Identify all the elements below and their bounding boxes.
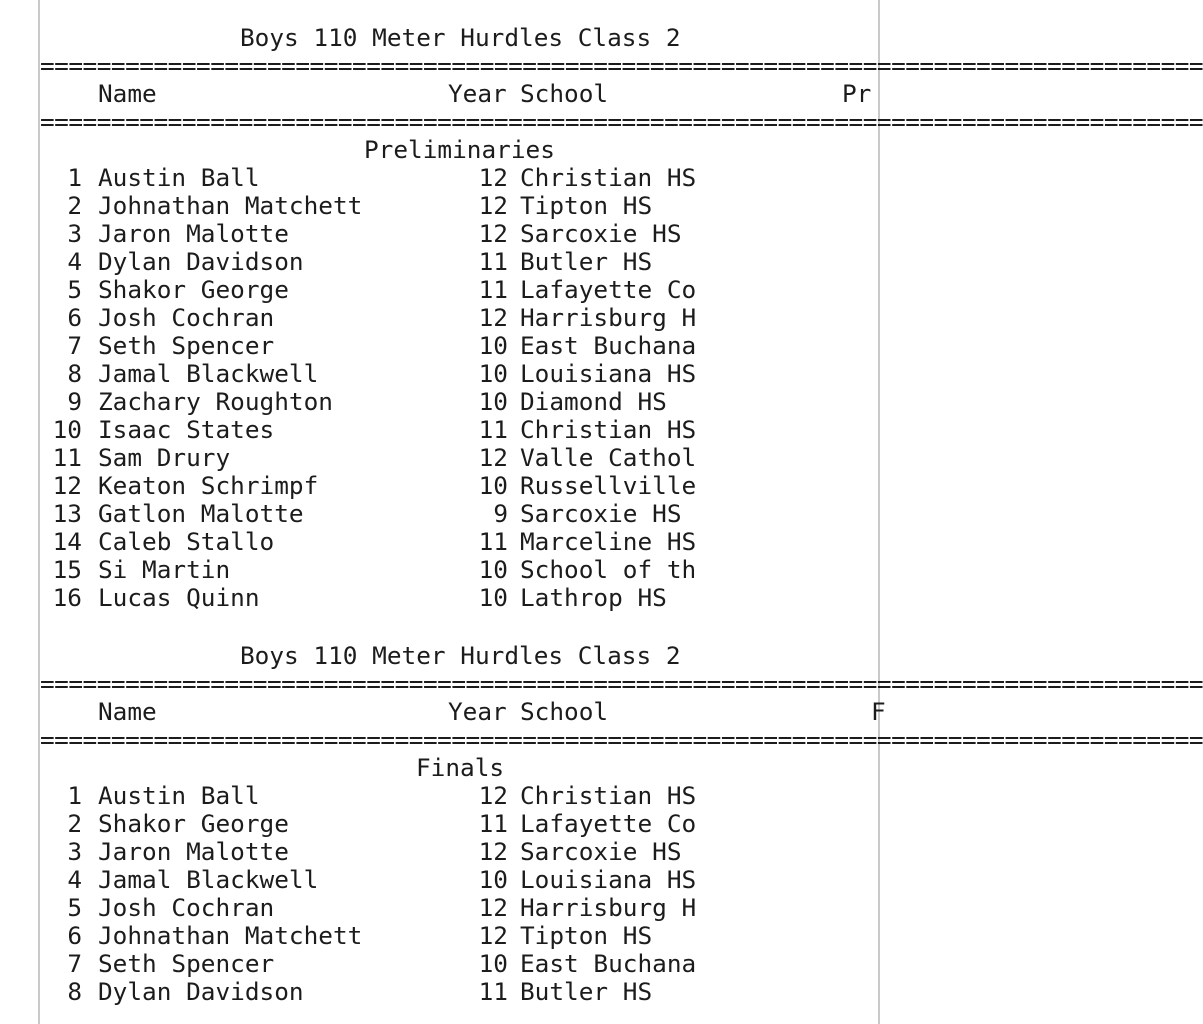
athlete-name: Jamal Blackwell — [98, 865, 319, 894]
year-cell: 9 — [493, 499, 508, 528]
year-cell: 12 — [478, 219, 508, 248]
athlete-name: Jaron Malotte — [98, 219, 289, 248]
year-cell: 11 — [478, 275, 508, 304]
place-cell: 9 — [67, 387, 82, 416]
result-row — [40, 360, 878, 388]
place-cell: 7 — [67, 949, 82, 978]
header-separator-bottom: ================================================================================== — [40, 107, 1203, 136]
place-cell: 1 — [67, 163, 82, 192]
column-header-year: Year — [448, 79, 507, 108]
place-cell: 4 — [67, 865, 82, 894]
column-header-prelim-time: Pr — [842, 79, 872, 108]
school-cell: Christian HS — [520, 415, 697, 444]
athlete-name: Gatlon Malotte — [98, 499, 304, 528]
athlete-name: Johnathan Matchett — [98, 921, 363, 950]
result-row — [40, 304, 878, 332]
year-cell: 12 — [478, 837, 508, 866]
place-cell: 4 — [67, 247, 82, 276]
school-cell: Lathrop HS — [520, 583, 667, 612]
school-cell: Butler HS — [520, 977, 653, 1006]
result-row — [40, 556, 878, 584]
athlete-name: Sam Drury — [98, 443, 231, 472]
athlete-name: Jamal Blackwell — [98, 359, 319, 388]
athlete-name: Dylan Davidson — [98, 977, 304, 1006]
year-cell: 10 — [478, 359, 508, 388]
school-cell: School of th — [520, 555, 697, 584]
place-cell: 2 — [67, 809, 82, 838]
result-row — [40, 192, 878, 220]
result-row — [40, 894, 878, 922]
header-separator-top: ================================================================================== — [40, 51, 1203, 80]
result-row — [40, 500, 878, 528]
place-cell: 5 — [67, 275, 82, 304]
school-cell: Sarcoxie HS — [520, 837, 682, 866]
place-cell: 3 — [67, 837, 82, 866]
school-cell: Lafayette Co — [520, 809, 697, 838]
athlete-name: Shakor George — [98, 809, 289, 838]
year-cell: 11 — [478, 977, 508, 1006]
school-cell: East Buchana — [520, 949, 697, 978]
school-cell: Valle Cathol — [520, 443, 697, 472]
athlete-name: Seth Spencer — [98, 949, 275, 978]
place-cell: 3 — [67, 219, 82, 248]
year-cell: 12 — [478, 781, 508, 810]
result-row — [40, 838, 878, 866]
athlete-name: Jaron Malotte — [98, 837, 289, 866]
result-row — [40, 220, 878, 248]
event-title: Boys 110 Meter Hurdles Class 2 — [240, 23, 681, 52]
athlete-name: Austin Ball — [98, 163, 260, 192]
athlete-name: Si Martin — [98, 555, 231, 584]
athlete-name: Seth Spencer — [98, 331, 275, 360]
header-separator-bottom-finals: ================================================================================== — [40, 725, 1203, 754]
result-row — [40, 416, 878, 444]
result-row — [40, 782, 878, 810]
place-cell: 1 — [67, 781, 82, 810]
school-cell: Christian HS — [520, 163, 697, 192]
athlete-name: Johnathan Matchett — [98, 191, 363, 220]
place-cell: 10 — [52, 415, 82, 444]
place-cell: 5 — [67, 893, 82, 922]
place-cell: 2 — [67, 191, 82, 220]
year-cell: 10 — [478, 471, 508, 500]
athlete-name: Josh Cochran — [98, 893, 275, 922]
place-cell: 16 — [52, 583, 82, 612]
school-cell: Christian HS — [520, 781, 697, 810]
result-row — [40, 584, 878, 612]
result-row — [40, 332, 878, 360]
column-header-year-finals: Year — [448, 697, 507, 726]
school-cell: Butler HS — [520, 247, 653, 276]
athlete-name: Lucas Quinn — [98, 583, 260, 612]
year-cell: 10 — [478, 331, 508, 360]
school-cell: Tipton HS — [520, 191, 653, 220]
year-cell: 12 — [478, 163, 508, 192]
event-title-finals: Boys 110 Meter Hurdles Class 2 — [240, 641, 681, 670]
column-header-name: Name — [98, 79, 157, 108]
result-row — [40, 388, 878, 416]
school-cell: Tipton HS — [520, 921, 653, 950]
result-row — [40, 528, 878, 556]
year-cell: 12 — [478, 303, 508, 332]
result-row — [40, 866, 878, 894]
results-document — [40, 0, 1203, 1024]
year-cell: 12 — [478, 191, 508, 220]
result-row — [40, 164, 878, 192]
school-cell: Russellville — [520, 471, 697, 500]
column-header-school-finals: School — [520, 697, 609, 726]
year-cell: 11 — [478, 415, 508, 444]
place-cell: 8 — [67, 359, 82, 388]
athlete-name: Austin Ball — [98, 781, 260, 810]
place-cell: 12 — [52, 471, 82, 500]
place-cell: 7 — [67, 331, 82, 360]
result-row — [40, 922, 878, 950]
year-cell: 10 — [478, 949, 508, 978]
athlete-name: Shakor George — [98, 275, 289, 304]
school-cell: Louisiana HS — [520, 865, 697, 894]
result-row — [40, 276, 878, 304]
athlete-name: Caleb Stallo — [98, 527, 275, 556]
athlete-name: Zachary Roughton — [98, 387, 333, 416]
result-row — [40, 472, 878, 500]
place-cell: 6 — [67, 303, 82, 332]
column-header-school: School — [520, 79, 609, 108]
year-cell: 10 — [478, 555, 508, 584]
athlete-name: Keaton Schrimpf — [98, 471, 319, 500]
school-cell: Louisiana HS — [520, 359, 697, 388]
result-row — [40, 950, 878, 978]
year-cell: 10 — [478, 583, 508, 612]
year-cell: 12 — [478, 443, 508, 472]
athlete-name: Dylan Davidson — [98, 247, 304, 276]
school-cell: Sarcoxie HS — [520, 219, 682, 248]
place-cell: 6 — [67, 921, 82, 950]
athlete-name: Josh Cochran — [98, 303, 275, 332]
school-cell: Harrisburg H — [520, 893, 697, 922]
column-header-name-finals: Name — [98, 697, 157, 726]
place-cell: 13 — [52, 499, 82, 528]
year-cell: 10 — [478, 387, 508, 416]
school-cell: Marceline HS — [520, 527, 697, 556]
round-label-finals: Finals — [416, 753, 505, 782]
athlete-name: Isaac States — [98, 415, 275, 444]
result-row — [40, 978, 878, 1006]
school-cell: Harrisburg H — [520, 303, 697, 332]
year-cell: 12 — [478, 893, 508, 922]
place-cell: 14 — [52, 527, 82, 556]
year-cell: 10 — [478, 865, 508, 894]
school-cell: Sarcoxie HS — [520, 499, 682, 528]
school-cell: Lafayette Co — [520, 275, 697, 304]
school-cell: Diamond HS — [520, 387, 667, 416]
place-cell: 8 — [67, 977, 82, 1006]
year-cell: 11 — [478, 247, 508, 276]
right-border — [878, 0, 880, 1024]
column-header-finals-time: F — [871, 697, 886, 726]
place-cell: 11 — [52, 443, 82, 472]
result-row — [40, 810, 878, 838]
result-row — [40, 248, 878, 276]
round-label-preliminaries: Preliminaries — [364, 135, 555, 164]
school-cell: East Buchana — [520, 331, 697, 360]
year-cell: 11 — [478, 809, 508, 838]
year-cell: 11 — [478, 527, 508, 556]
result-row — [40, 444, 878, 472]
header-separator-top-finals: ================================================================================== — [40, 669, 1203, 698]
place-cell: 15 — [52, 555, 82, 584]
year-cell: 12 — [478, 921, 508, 950]
